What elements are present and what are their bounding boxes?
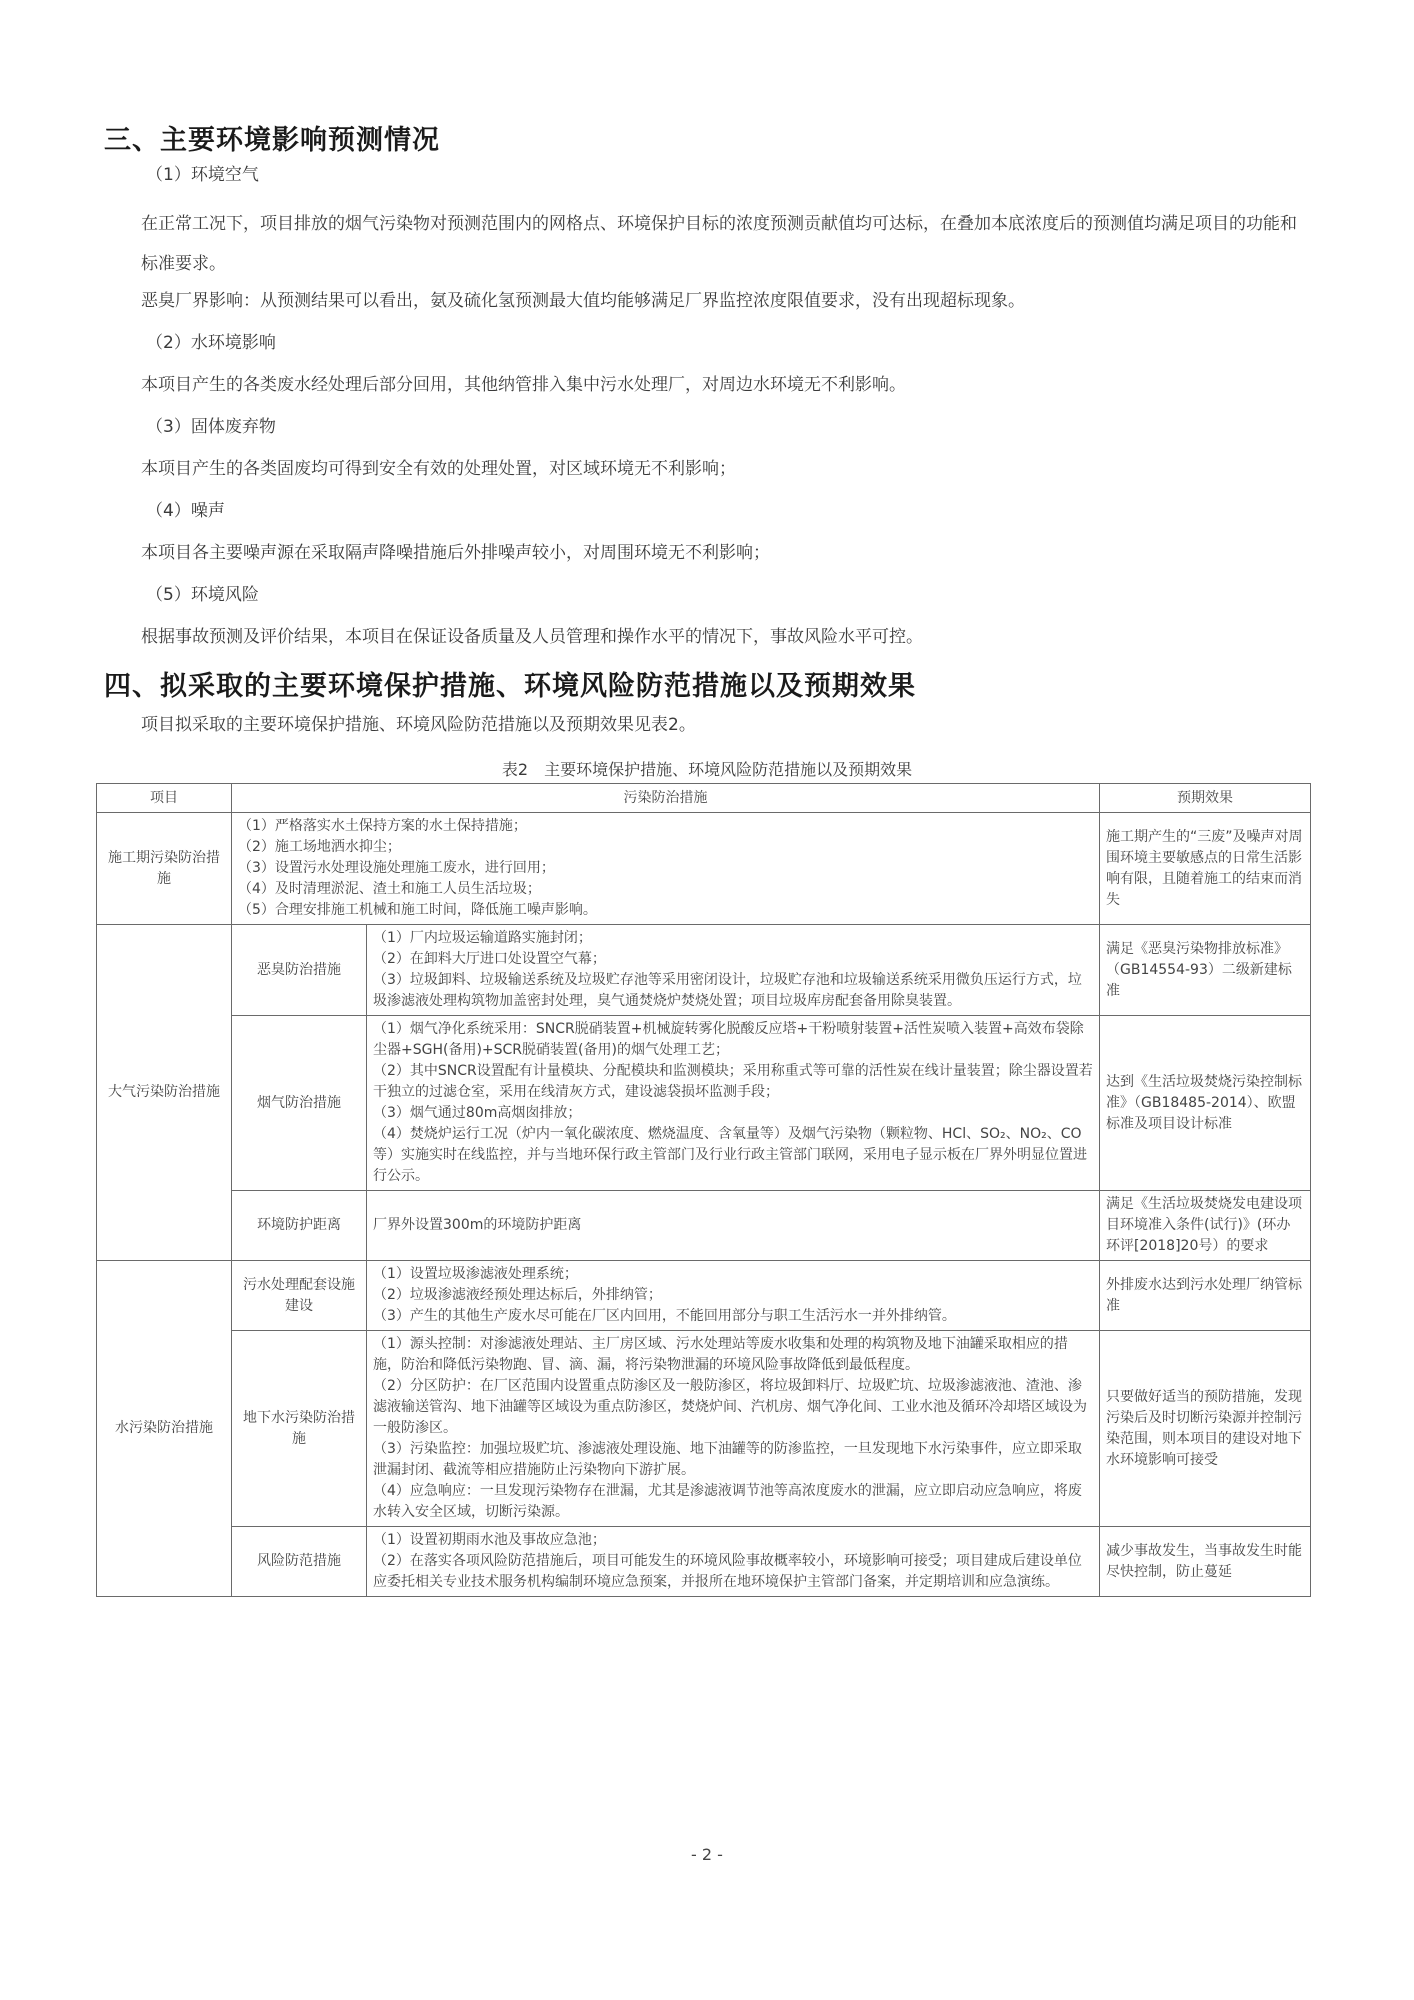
construction-measure: （4）及时清理淤泥、渣土和施工人员生活垃圾； <box>238 881 541 897</box>
table-row <box>97 1016 1311 1191</box>
measures-table <box>96 783 1311 1597</box>
construction-measures <box>232 813 1100 925</box>
measure-line: （4）应急响应：一旦发现污染物存在泄漏，尤其是渗滤液调节池等高浓度废水的泄漏，应立即启动应急响应，将废水转入安全区域，切断污染源。 <box>373 1483 1082 1520</box>
measure-line: （2）在卸料大厅进口处设置空气幕； <box>373 951 606 967</box>
water-sewage-effect: 外排废水达到污水处理厂纳管标准 <box>1100 1261 1311 1331</box>
table-row <box>97 1191 1311 1261</box>
item-1-para-2: 恶臭厂界影响：从预测结果可以看出，氨及硫化氢预测最大值均能够满足厂界监控浓度限值要求，没有出现超标现象。 <box>141 291 1025 311</box>
measure-line: （2）垃圾渗滤液经预处理达标后，外排纳管； <box>373 1287 662 1303</box>
measure-line: 厂界外设置300m的环境防护距离 <box>373 1217 582 1233</box>
measure-line: （1）设置垃圾渗滤液处理系统； <box>373 1266 578 1282</box>
item-4-title: （4）噪声 <box>146 501 225 521</box>
air-fluegas-sub: 烟气防治措施 <box>232 1016 367 1191</box>
measure-line: （3）烟气通过80m高烟囱排放； <box>373 1105 582 1121</box>
water-risk-effect: 减少事故发生，当事故发生时能尽快控制，防止蔓延 <box>1100 1527 1311 1597</box>
header-effect: 预期效果 <box>1100 784 1311 813</box>
header-project: 项目 <box>97 784 232 813</box>
measure-line: （3）垃圾卸料、垃圾输送系统及垃圾贮存池等采用密闭设计，垃圾贮存池和垃圾输送系统采用微负压运行方式，垃圾渗滤液处理构筑物加盖密封处理，臭气通焚烧炉焚烧处置；项目垃圾库房配套备用除臭装置。 <box>373 972 1082 1009</box>
measure-line: （1）设置初期雨水池及事故应急池； <box>373 1532 606 1548</box>
item-3-para: 本项目产生的各类固废均可得到安全有效的处理处置，对区域环境无不利影响； <box>141 459 736 479</box>
table-row <box>97 1261 1311 1331</box>
page-number: - 2 - <box>691 1845 723 1864</box>
water-sewage-sub: 污水处理配套设施建设 <box>232 1261 367 1331</box>
section-4-heading: 四、拟采取的主要环境保护措施、环境风险防范措施以及预期效果 <box>104 671 916 702</box>
table-row <box>97 813 1311 925</box>
measure-line: （3）产生的其他生产废水尽可能在厂区内回用，不能回用部分与职工生活污水一并外排纳管。 <box>373 1308 956 1324</box>
table-header-row <box>97 784 1311 813</box>
item-5-para: 根据事故预测及评价结果，本项目在保证设备质量及人员管理和操作水平的情况下，事故风险水平可控。 <box>141 627 923 647</box>
water-risk-sub: 风险防范措施 <box>232 1527 367 1597</box>
construction-measure: （2）施工场地洒水抑尘； <box>238 839 401 855</box>
water-ground-sub: 地下水污染防治措施 <box>232 1331 367 1527</box>
item-1-para-1: 在正常工况下，项目排放的烟气污染物对预测范围内的网格点、环境保护目标的浓度预测贡献值均可达标，在叠加本底浓度后的预测值均满足项目的功能和标准要求。 <box>141 214 1297 274</box>
measure-line: （1）源头控制：对渗滤液处理站、主厂房区域、污水处理站等废水收集和处理的构筑物及地下油罐采取相应的措施，防治和降低污染物跑、冒、滴、漏，将污染物泄漏的环境风险事故降低到最低程度。 <box>373 1336 1068 1373</box>
section-3-heading: 三、主要环境影响预测情况 <box>104 125 440 156</box>
item-4-para: 本项目各主要噪声源在采取隔声降噪措施后外排噪声较小，对周围环境无不利影响； <box>141 543 770 563</box>
section-4-intro: 项目拟采取的主要环境保护措施、环境风险防范措施以及预期效果见表2。 <box>141 715 696 735</box>
item-2-para: 本项目产生的各类废水经处理后部分回用，其他纳管排入集中污水处理厂，对周边水环境无不利影响。 <box>141 375 906 395</box>
water-ground-measures <box>367 1331 1100 1527</box>
air-distance-sub: 环境防护距离 <box>232 1191 367 1261</box>
header-measures: 污染防治措施 <box>232 784 1100 813</box>
air-distance-measures <box>367 1191 1100 1261</box>
construction-measure: （1）严格落实水土保持方案的水土保持措施； <box>238 818 527 834</box>
measure-line: （2）分区防护：在厂区范围内设置重点防渗区及一般防渗区，将垃圾卸料厅、垃圾贮坑、垃圾渗滤液池、渣池、渗滤液输送管沟、地下油罐等区域设为重点防渗区，焚烧炉间、汽机房、烟气净化间、工业水池及循环冷却塔区域设为一般防渗区。 <box>373 1378 1087 1436</box>
air-odor-effect: 满足《恶臭污染物排放标准》（GB14554-93）二级新建标准 <box>1100 925 1311 1016</box>
table-row <box>97 1331 1311 1527</box>
air-fluegas-effect: 达到《生活垃圾焚烧污染控制标准》（GB18485-2014）、欧盟标准及项目设计标准 <box>1100 1016 1311 1191</box>
air-fluegas-measures <box>367 1016 1100 1191</box>
item-5-title: （5）环境风险 <box>146 585 259 605</box>
air-category: 大气污染防治措施 <box>97 925 232 1261</box>
item-3-title: （3）固体废弃物 <box>146 417 276 437</box>
air-distance-effect: 满足《生活垃圾焚烧发电建设项目环境准入条件(试行)》(环办环评[2018]20号）的要求 <box>1100 1191 1311 1261</box>
water-sewage-measures <box>367 1261 1100 1331</box>
table-row <box>97 1527 1311 1597</box>
item-2-title: （2）水环境影响 <box>146 333 276 353</box>
water-ground-effect: 只要做好适当的预防措施，发现污染后及时切断污染源并控制污染范围，则本项目的建设对地下水环境影响可接受 <box>1100 1331 1311 1527</box>
measure-line: （3）污染监控：加强垃圾贮坑、渗滤液处理设施、地下油罐等的防渗监控，一旦发现地下水污染事件，应立即采取泄漏封闭、截流等相应措施防止污染物向下游扩展。 <box>373 1441 1082 1478</box>
construction-measure: （5）合理安排施工机械和施工时间，降低施工噪声影响。 <box>238 902 597 918</box>
construction-category: 施工期污染防治措施 <box>97 813 232 925</box>
table-row <box>97 925 1311 1016</box>
water-category: 水污染防治措施 <box>97 1261 232 1597</box>
measure-line: （1）烟气净化系统采用：SNCR脱硝装置+机械旋转雾化脱酸反应塔+干粉喷射装置+活性炭喷入装置+高效布袋除尘器+SGH(备用)+SCR脱硝装置(备用)的烟气处理工艺； <box>373 1021 1084 1058</box>
item-1-title: （1）环境空气 <box>146 165 259 185</box>
measure-line: （1）厂内垃圾运输道路实施封闭； <box>373 930 592 946</box>
measure-line: （4）焚烧炉运行工况（炉内一氧化碳浓度、燃烧温度、含氧量等）及烟气污染物（颗粒物、HCl、SO₂、NO₂、CO等）实施实时在线监控，并与当地环保行政主管部门及行业行政主管部门联网，采用电子显示板在厂界外明显位置进行公示。 <box>373 1126 1087 1184</box>
water-risk-measures <box>367 1527 1100 1597</box>
construction-effect: 施工期产生的“三废”及噪声对周围环境主要敏感点的日常生活影响有限，且随着施工的结束而消失 <box>1100 813 1311 925</box>
measure-line: （2）其中SNCR设置配有计量模块、分配模块和监测模块；采用称重式等可靠的活性炭在线计量装置；除尘器设置若干独立的过滤仓室，采用在线清灰方式，建设滤袋损坏监测手段； <box>373 1063 1093 1100</box>
measure-line: （2）在落实各项风险防范措施后，项目可能发生的环境风险事故概率较小，环境影响可接受；项目建成后建设单位应委托相关专业技术服务机构编制环境应急预案，并报所在地环境保护主管部门备案，并定期培训和应急演练。 <box>373 1553 1082 1590</box>
construction-measure: （3）设置污水处理设施处理施工废水，进行回用； <box>238 860 555 876</box>
table-caption: 表2 主要环境保护措施、环境风险防范措施以及预期效果 <box>501 760 913 779</box>
air-odor-sub: 恶臭防治措施 <box>232 925 367 1016</box>
air-odor-measures <box>367 925 1100 1016</box>
